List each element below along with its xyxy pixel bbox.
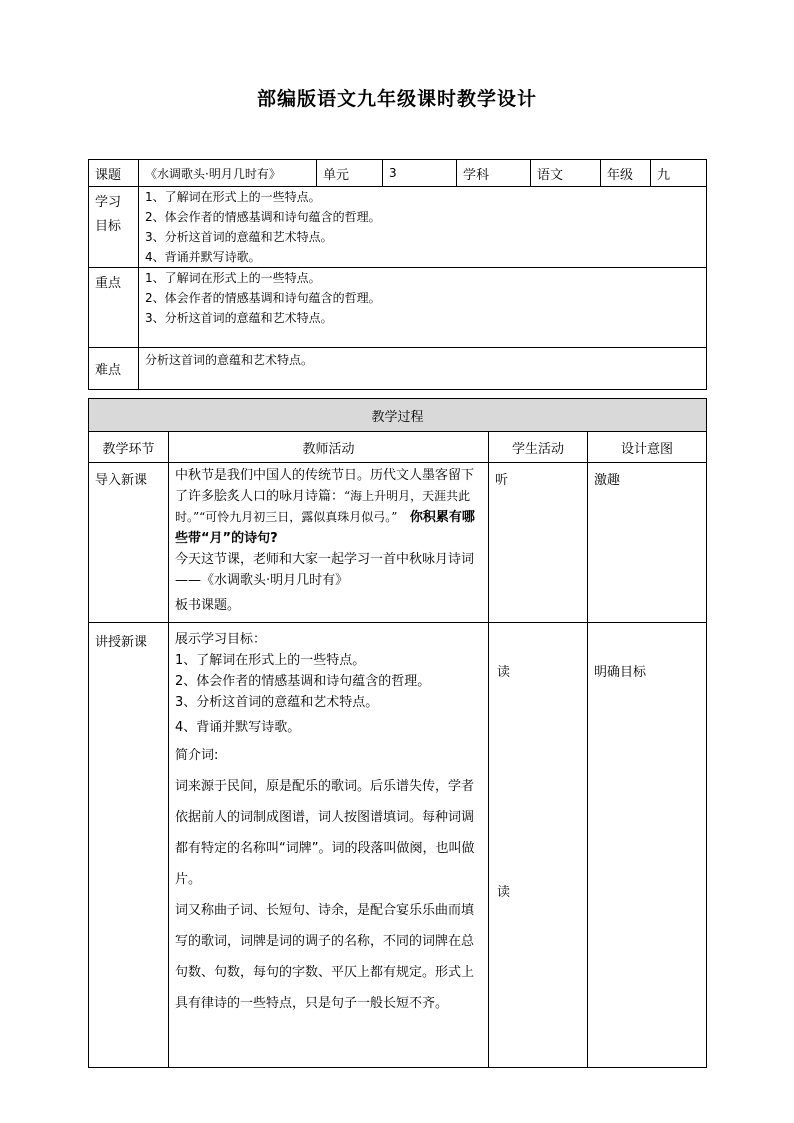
intro-student-activity: 听 [489,463,588,623]
intro-text-3: 板书课题。 [175,598,241,613]
key-point-item: 3、分析这首词的意蕴和艺术特点。 [145,311,333,325]
teaching-process-table [88,398,707,1068]
process-heading-row [89,399,707,432]
col-intent: 设计意图 [588,432,707,463]
goals-list [139,187,707,268]
lecture-student-1: 读 [497,665,511,680]
topic-label: 课题 [89,160,139,187]
key-points-list [139,268,707,348]
unit-value: 3 [383,160,457,187]
intro-stage: 导入新课 [89,463,169,623]
difficulty-text: 分析这首词的意蕴和艺术特点。 [139,348,707,390]
lecture-goal-item: 3、分析这首词的意蕴和艺术特点。 [175,695,379,710]
process-heading: 教学过程 [89,399,707,432]
lecture-row [89,623,707,1068]
key-points-row [89,268,707,348]
intro-row [89,463,707,623]
goals-label-line-2: 目标 [95,219,122,234]
lecture-teacher-activity [169,623,489,1068]
unit-label: 单元 [317,160,383,187]
lecture-goal-item: 2、体会作者的情感基调和诗句蕴含的哲理。 [175,674,431,689]
key-points-label: 重点 [89,268,139,348]
lecture-intro-ci: 简介词: [175,748,219,763]
intro-question: 你积累有哪些带“月”的诗句? [175,510,475,546]
subject-value: 语文 [531,160,601,187]
key-point-item: 1、了解词在形式上的一些特点。 [145,271,321,285]
lecture-stage: 讲授新课 [89,623,169,1068]
process-column-headers [89,432,707,463]
difficulty-label: 难点 [89,348,139,390]
lecture-goal-item: 4、背诵并默写诗歌。 [175,720,301,735]
lesson-info-table [88,159,707,390]
difficulty-row [89,348,707,390]
intro-text-1: 中秋节是我们中国人的传统节日。历代文人墨客留下了许多脍炙人口的咏月诗篇： [175,468,475,504]
grade-label: 年级 [601,160,651,187]
lecture-student-activity [489,623,588,1068]
lecture-intent-text: 明确目标 [594,665,647,680]
intro-quote: “海上升明月，天涯共此时。”“可怜九月初三日，露似真珠月似弓。” [175,489,471,524]
goal-item: 4、背诵并默写诗歌。 [145,250,261,264]
topic-value: 《水调歌头·明月几时有》 [139,160,317,187]
intro-paragraph [175,465,482,549]
col-teacher: 教师活动 [169,432,489,463]
subject-label: 学科 [457,160,531,187]
goals-label [89,187,139,268]
lecture-intent [588,623,707,1068]
intro-text-2: 今天这节课，老师和大家一起学习一首中秋咏月诗词——《水调歌头·明月几时有》 [175,552,475,588]
lecture-goal-item: 1、了解词在形式上的一些特点。 [175,653,366,668]
goal-item: 2、体会作者的情感基调和诗句蕴含的哲理。 [145,210,381,224]
intro-intent: 激趣 [588,463,707,623]
info-row [89,160,707,187]
col-stage: 教学环节 [89,432,169,463]
lecture-paragraph-1: 词来源于民间，原是配乐的歌词。后乐谱失传，学者依据前人的词制成图谱，词人按图谱填词。每种词调都有特定的名称叫“词牌”。词的段落叫做阕，也叫做片。 [175,779,475,887]
lecture-student-2: 读 [497,885,511,900]
grade-value: 九 [651,160,707,187]
col-student: 学生活动 [489,432,588,463]
lecture-show-goals: 展示学习目标： [175,632,267,647]
goals-label-line-1: 学习 [95,195,122,210]
goals-row [89,187,707,268]
page-title: 部编版语文九年级课时教学设计 [256,88,537,110]
lecture-paragraph-2: 词又称曲子词、长短句、诗余，是配合宴乐乐曲而填写的歌词，词牌是词的调子的名称，不同的词牌在总句数、句数，每句的字数、平仄上都有规定。形式上具有律诗的一些特点，只是句子一般长短不齐。 [175,903,475,1011]
goal-item: 3、分析这首词的意蕴和艺术特点。 [145,230,333,244]
key-point-item: 2、体会作者的情感基调和诗句蕴含的哲理。 [145,291,381,305]
intro-teacher-activity [169,463,489,623]
goal-item: 1、了解词在形式上的一些特点。 [145,190,321,204]
